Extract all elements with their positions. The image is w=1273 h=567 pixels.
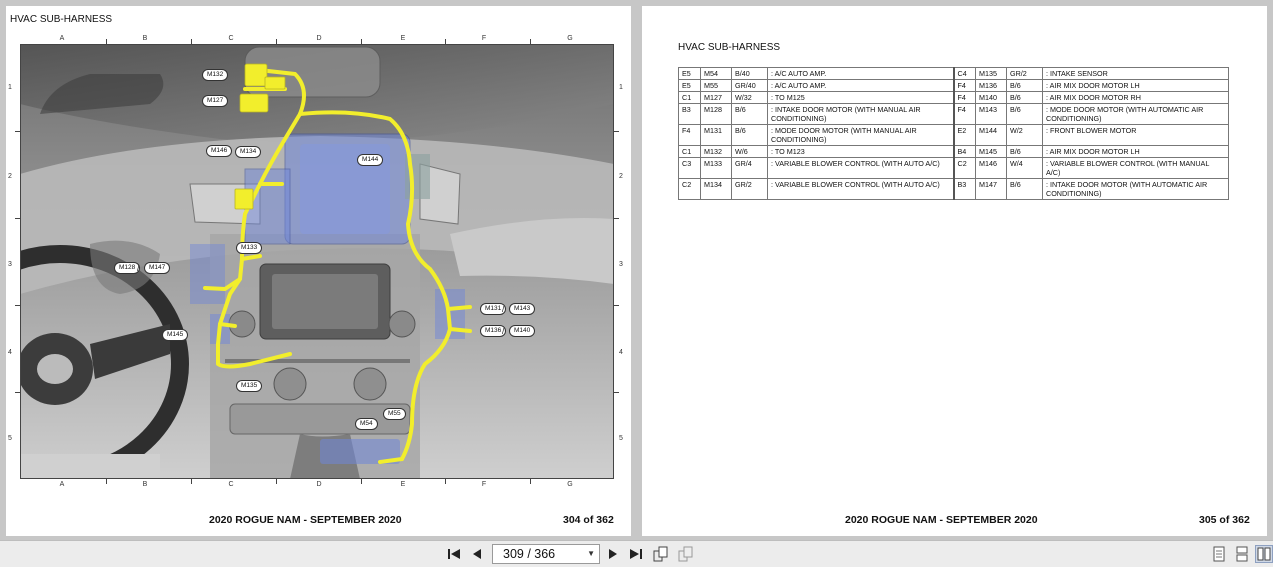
- table-row: [679, 80, 1229, 92]
- row-tick: [15, 305, 20, 306]
- cell-location: C2: [954, 158, 976, 179]
- col-label-f-bottom: F: [481, 481, 487, 488]
- callout-m143: M143: [509, 303, 535, 315]
- row-label-1-right: 1: [619, 84, 623, 91]
- cell-color: B/6: [1007, 104, 1043, 125]
- callout-m134: M134: [235, 146, 261, 158]
- cell-color: B/6: [1007, 80, 1043, 92]
- cell-description: : INTAKE DOOR MOTOR (WITH MANUAL AIR CONDITIONING): [768, 104, 954, 125]
- cell-description: : TO M125: [768, 92, 954, 104]
- page-indicator: 309 / 366: [503, 547, 556, 561]
- row-tick: [614, 131, 619, 132]
- col-tick: [191, 39, 192, 44]
- table-row: [679, 158, 1229, 179]
- facing-pages-icon[interactable]: [1255, 545, 1273, 563]
- cell-description: : TO M123: [768, 146, 954, 158]
- cell-description: : MODE DOOR MOTOR (WITH AUTOMATIC AIR CONDITIONING): [1043, 104, 1229, 125]
- col-label-b: B: [142, 35, 148, 42]
- col-label-f: F: [481, 35, 487, 42]
- row-tick: [15, 218, 20, 219]
- cell-connector: M131: [701, 125, 732, 146]
- cell-description: : VARIABLE BLOWER CONTROL (WITH AUTO A/C): [768, 179, 954, 200]
- cell-description: : MODE DOOR MOTOR (WITH MANUAL AIR CONDITIONING): [768, 125, 954, 146]
- row-tick: [614, 218, 619, 219]
- last-page-icon[interactable]: [627, 545, 645, 563]
- col-tick: [530, 479, 531, 484]
- row-label-4: 4: [8, 349, 12, 356]
- callout-m128: M128: [114, 262, 140, 274]
- cell-color: B/40: [732, 68, 768, 80]
- cell-description: : AIR MIX DOOR MOTOR LH: [1043, 80, 1229, 92]
- cell-color: GR/4: [732, 158, 768, 179]
- row-label-1: 1: [8, 84, 12, 91]
- cell-description: : INTAKE SENSOR: [1043, 68, 1229, 80]
- cell-location: E5: [679, 80, 701, 92]
- col-label-b-bottom: B: [142, 481, 148, 488]
- callout-m54: M54: [355, 418, 378, 430]
- cell-location: C1: [679, 92, 701, 104]
- cell-description: : INTAKE DOOR MOTOR (WITH AUTOMATIC AIR CONDITIONING): [1043, 179, 1229, 200]
- cell-color: B/6: [1007, 146, 1043, 158]
- callout-m131: M131: [480, 303, 506, 315]
- cell-location: F4: [954, 80, 976, 92]
- col-label-d-bottom: D: [316, 481, 322, 488]
- two-page-view-icon[interactable]: [652, 545, 670, 563]
- row-label-2-right: 2: [619, 173, 623, 180]
- row-label-5: 5: [8, 435, 12, 442]
- col-label-c: C: [228, 35, 234, 42]
- table-row: [679, 68, 1229, 80]
- page-title: HVAC SUB-HARNESS: [10, 14, 113, 25]
- cell-connector: M140: [976, 92, 1007, 104]
- cell-location: C4: [954, 68, 976, 80]
- callout-m144: M144: [357, 154, 383, 166]
- cell-description: : FRONT BLOWER MOTOR: [1043, 125, 1229, 146]
- callout-separator: /: [502, 305, 505, 314]
- cell-location: C3: [679, 158, 701, 179]
- col-label-e: E: [400, 35, 406, 42]
- frame-border: [20, 44, 614, 479]
- callout-m145: M145: [162, 329, 188, 341]
- cell-color: W/2: [1007, 125, 1043, 146]
- cell-connector: M147: [976, 179, 1007, 200]
- cell-connector: M127: [701, 92, 732, 104]
- connector-table: [678, 67, 1229, 200]
- cell-connector: M132: [701, 146, 732, 158]
- cell-connector: M133: [701, 158, 732, 179]
- col-tick: [106, 39, 107, 44]
- page-title: HVAC SUB-HARNESS: [678, 42, 781, 53]
- table-row: [679, 125, 1229, 146]
- cell-color: B/6: [1007, 179, 1043, 200]
- cell-color: B/6: [732, 125, 768, 146]
- continuous-page-icon[interactable]: [1233, 545, 1251, 563]
- cell-color: W/6: [732, 146, 768, 158]
- callout-m127: M127: [202, 95, 228, 107]
- row-label-3: 3: [8, 261, 12, 268]
- col-label-g-bottom: G: [567, 481, 573, 488]
- cell-color: B/6: [732, 104, 768, 125]
- footer-title: 2020 ROGUE NAM - SEPTEMBER 2020: [845, 514, 1038, 526]
- first-page-icon[interactable]: [445, 545, 463, 563]
- callout-m132: M132: [202, 69, 228, 81]
- cell-connector: M144: [976, 125, 1007, 146]
- cell-color: B/6: [1007, 92, 1043, 104]
- right-page: [642, 6, 1267, 536]
- cell-connector: M143: [976, 104, 1007, 125]
- next-page-icon[interactable]: [604, 545, 622, 563]
- callout-separator: /: [502, 327, 505, 336]
- cell-color: W/4: [1007, 158, 1043, 179]
- col-tick: [530, 39, 531, 44]
- cell-connector: M128: [701, 104, 732, 125]
- row-tick: [15, 392, 20, 393]
- col-tick: [361, 479, 362, 484]
- cell-description: : A/C AUTO AMP.: [768, 68, 954, 80]
- col-tick: [106, 479, 107, 484]
- diagram-frame: [8, 35, 623, 488]
- footer-page-number: 305 of 362: [1199, 514, 1250, 526]
- col-tick: [445, 39, 446, 44]
- prev-page-icon[interactable]: [468, 545, 486, 563]
- cell-connector: M55: [701, 80, 732, 92]
- callout-m136: M136: [480, 325, 506, 337]
- cell-description: : A/C AUTO AMP.: [768, 80, 954, 92]
- callout-m140: M140: [509, 325, 535, 337]
- row-label-4-right: 4: [619, 349, 623, 356]
- row-tick: [614, 392, 619, 393]
- col-tick: [276, 479, 277, 484]
- cell-connector: M146: [976, 158, 1007, 179]
- footer-title: 2020 ROGUE NAM - SEPTEMBER 2020: [209, 514, 402, 526]
- cell-location: B3: [954, 179, 976, 200]
- row-label-3-right: 3: [619, 261, 623, 268]
- cell-location: C1: [679, 146, 701, 158]
- table-row: [679, 92, 1229, 104]
- callout-m133: M133: [236, 242, 262, 254]
- chevron-down-icon: ▼: [587, 549, 595, 558]
- cell-location: F4: [954, 92, 976, 104]
- col-label-a: A: [59, 35, 65, 42]
- cell-location: F4: [679, 125, 701, 146]
- cell-connector: M135: [976, 68, 1007, 80]
- callout-m55: M55: [383, 408, 406, 420]
- table-row: [679, 104, 1229, 125]
- page-number-select[interactable]: [492, 544, 600, 564]
- callout-m146: M146: [206, 145, 232, 157]
- single-page-icon[interactable]: [1210, 545, 1228, 563]
- col-label-c-bottom: C: [228, 481, 234, 488]
- cell-color: GR/40: [732, 80, 768, 92]
- cell-location: C2: [679, 179, 701, 200]
- row-tick: [614, 305, 619, 306]
- cell-color: W/32: [732, 92, 768, 104]
- row-label-5-right: 5: [619, 435, 623, 442]
- col-tick: [445, 479, 446, 484]
- cell-location: E5: [679, 68, 701, 80]
- callout-m147: M147: [144, 262, 170, 274]
- col-label-a-bottom: A: [59, 481, 65, 488]
- table-row: [679, 146, 1229, 158]
- callout-separator: /: [137, 264, 140, 273]
- cell-location: B3: [679, 104, 701, 125]
- cell-connector: M54: [701, 68, 732, 80]
- col-label-d: D: [316, 35, 322, 42]
- cell-color: GR/2: [732, 179, 768, 200]
- cell-description: : AIR MIX DOOR MOTOR RH: [1043, 92, 1229, 104]
- col-label-e-bottom: E: [400, 481, 406, 488]
- cell-connector: M145: [976, 146, 1007, 158]
- cell-color: GR/2: [1007, 68, 1043, 80]
- viewer-toolbar: [0, 540, 1273, 567]
- col-tick: [276, 39, 277, 44]
- col-tick: [191, 479, 192, 484]
- cell-connector: M136: [976, 80, 1007, 92]
- cell-description: : AIR MIX DOOR MOTOR LH: [1043, 146, 1229, 158]
- cell-description: : VARIABLE BLOWER CONTROL (WITH MANUAL A/C): [1043, 158, 1229, 179]
- row-tick: [15, 131, 20, 132]
- footer-page-number: 304 of 362: [563, 514, 614, 526]
- col-tick: [361, 39, 362, 44]
- cell-location: B4: [954, 146, 976, 158]
- cell-location: E2: [954, 125, 976, 146]
- row-label-2: 2: [8, 173, 12, 180]
- col-label-g: G: [567, 35, 573, 42]
- continuous-view-icon[interactable]: [677, 545, 695, 563]
- callout-m135: M135: [236, 380, 262, 392]
- cell-connector: M134: [701, 179, 732, 200]
- table-row: [679, 179, 1229, 200]
- left-page: [6, 6, 631, 536]
- cell-description: : VARIABLE BLOWER CONTROL (WITH AUTO A/C): [768, 158, 954, 179]
- cell-location: F4: [954, 104, 976, 125]
